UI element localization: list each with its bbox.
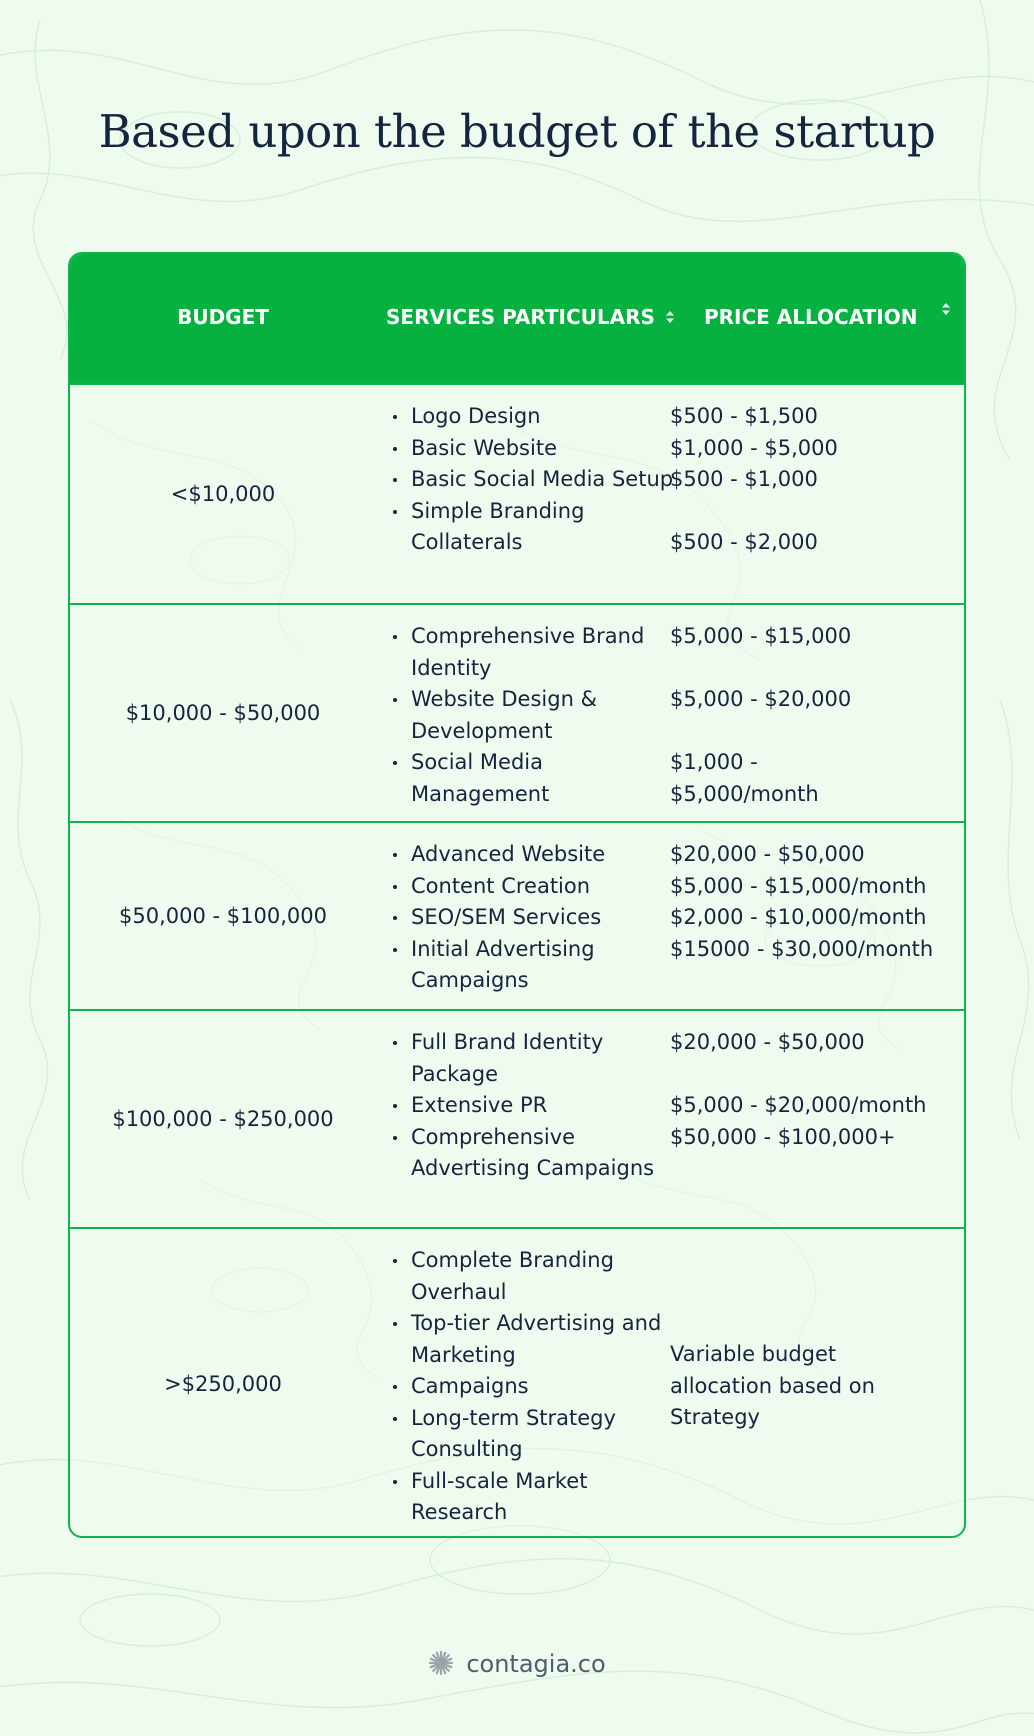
starburst-icon [428, 1650, 454, 1676]
budget-cell: $100,000 - $250,000 [112, 1107, 334, 1131]
column-header-budget[interactable]: BUDGET [177, 305, 269, 329]
sort-icon[interactable] [665, 305, 675, 329]
price-item: $15000 - $30,000/month [670, 936, 934, 961]
service-item: SEO/SEM Services [386, 902, 676, 934]
service-item: Campaigns [386, 1371, 676, 1403]
column-header-services-label: SERVICES PARTICULARS [386, 305, 655, 329]
service-item: Content Creation [386, 871, 676, 903]
service-item: Simple Branding Collaterals [386, 496, 676, 559]
table-row [70, 603, 964, 821]
footer-brand[interactable] [0, 1650, 1034, 1678]
price-item: $500 - $2,000 [670, 530, 818, 554]
budget-cell: >$250,000 [164, 1371, 282, 1396]
service-item: Initial Advertising Campaigns [386, 934, 676, 997]
service-item: Complete Branding Overhaul [386, 1245, 676, 1308]
service-item: Full-scale Market Research [386, 1466, 676, 1529]
service-item: Basic Website [386, 433, 676, 465]
service-item: Website Design & Development [386, 684, 676, 747]
price-item: Variable budget allocation based on Strategy [670, 1342, 875, 1429]
brand-name: contagia.co [466, 1650, 606, 1678]
price-item: $50,000 - $100,000+ [670, 1124, 896, 1149]
budget-cell: $50,000 - $100,000 [119, 904, 327, 928]
page-title: Based upon the budget of the startup [98, 105, 936, 158]
service-item: Comprehensive Advertising Campaigns [386, 1122, 676, 1185]
price-item: $500 - $1,000 [670, 467, 818, 491]
service-item: Advanced Website [386, 839, 676, 871]
column-header-services[interactable] [386, 305, 675, 331]
price-item: $5,000 - $20,000/month [670, 1093, 927, 1117]
service-item: Logo Design [386, 401, 676, 433]
service-item: Long-term Strategy Consulting [386, 1403, 676, 1466]
budget-cell: $10,000 - $50,000 [125, 701, 321, 725]
price-item: $5,000 - $15,000/month [670, 873, 927, 898]
table-row [70, 1227, 964, 1538]
services-list [386, 1245, 676, 1529]
services-list [386, 401, 676, 559]
service-item: Basic Social Media Setup [386, 464, 676, 496]
service-item: Full Brand Identity Package [386, 1027, 676, 1090]
price-item: $20,000 - $50,000 [670, 842, 865, 866]
service-item: Extensive PR [386, 1090, 676, 1122]
table-header [70, 254, 964, 383]
services-list [386, 1027, 676, 1185]
services-list [386, 839, 676, 997]
table-row [70, 383, 964, 603]
table-row [70, 821, 964, 1009]
price-item: $500 - $1,500 [670, 404, 818, 428]
budget-table [68, 252, 966, 1538]
service-item: Social Media Management [386, 747, 676, 810]
service-item: Comprehensive Brand Identity [386, 621, 676, 684]
service-item: Top-tier Advertising and Marketing [386, 1308, 676, 1371]
price-item: $5,000 - $15,000 [670, 624, 852, 648]
price-item: $1,000 - $5,000/month [670, 750, 819, 806]
services-list [386, 621, 676, 810]
sort-icon[interactable] [941, 301, 951, 320]
price-item: $1,000 - $5,000 [670, 435, 838, 460]
budget-cell: <$10,000 [170, 482, 276, 506]
price-item: $20,000 - $50,000 [670, 1030, 865, 1054]
table-row [70, 1009, 964, 1227]
price-item: $5,000 - $20,000 [670, 687, 852, 711]
price-item: $2,000 - $10,000/month [670, 905, 927, 929]
column-header-price[interactable]: PRICE ALLOCATION [704, 305, 918, 329]
